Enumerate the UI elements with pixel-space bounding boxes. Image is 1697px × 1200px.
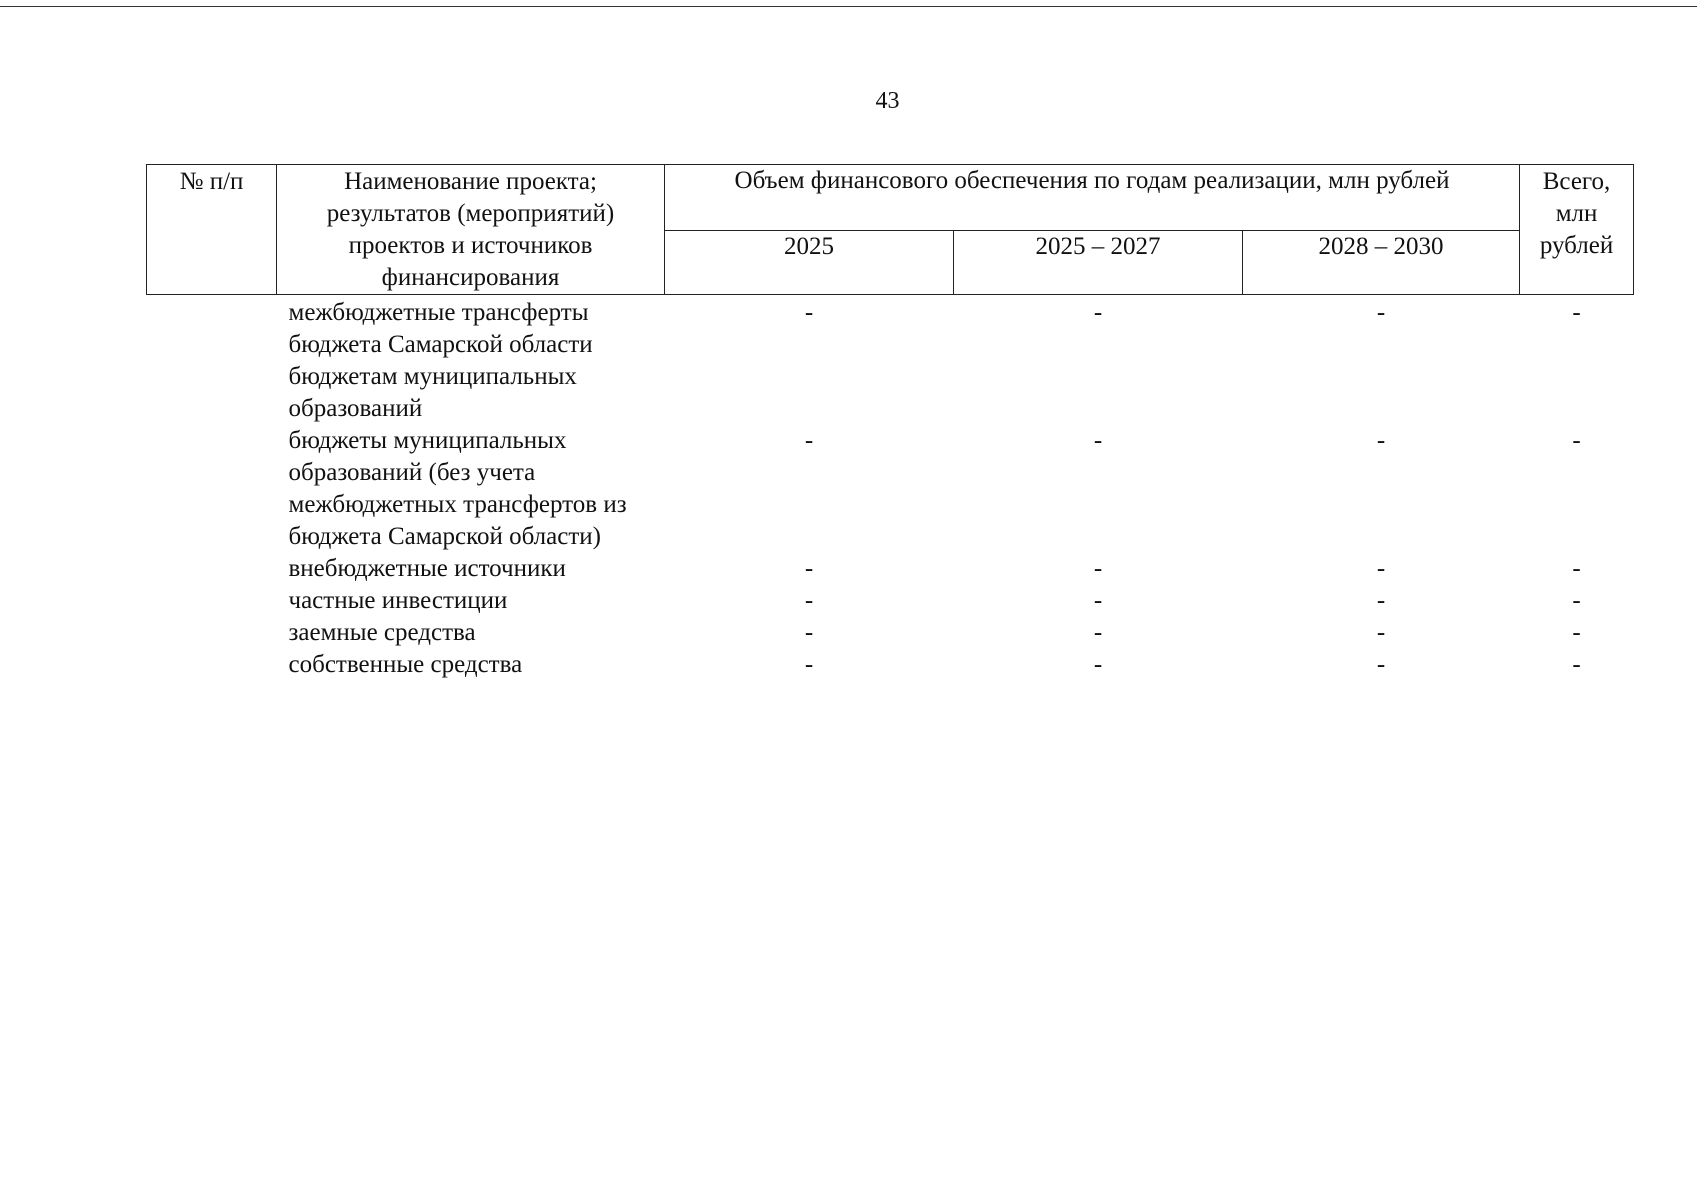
scan-top-border [0, 6, 1697, 7]
table-row [147, 585, 1634, 617]
row-funding-source: частные инвестиции [288, 587, 508, 614]
table-row [147, 295, 1634, 426]
table-row [147, 649, 1634, 681]
row-total: - [1572, 587, 1581, 614]
row-value-2025-2027: - [1093, 299, 1103, 326]
header-years-2025-2027: 2025 – 2027 [954, 231, 1243, 295]
row-value-2025: - [804, 299, 814, 326]
table-row [147, 617, 1634, 649]
row-value-2025-2027: - [1093, 555, 1103, 582]
header-number: № п/п [147, 165, 277, 295]
row-value-2028-2030: - [1376, 619, 1386, 646]
row-value-2025: - [804, 427, 814, 454]
table-header [147, 165, 1634, 295]
row-value-2025-2027: - [1093, 587, 1103, 614]
row-total: - [1572, 651, 1581, 678]
row-value-2025-2027: - [1093, 427, 1103, 454]
row-number [147, 617, 277, 649]
row-funding-source: внебюджетные источники [288, 555, 566, 582]
page-number: 43 [875, 88, 900, 114]
row-funding-source: бюджеты муниципальных образований (без учета межбюджетных трансфертов из бюджета Самарской области) [288, 427, 627, 550]
row-number [147, 553, 277, 585]
row-value-2028-2030: - [1376, 587, 1386, 614]
row-total: - [1572, 299, 1581, 326]
header-year-2025: 2025 [665, 231, 954, 295]
row-value-2028-2030: - [1376, 299, 1386, 326]
table-row [147, 553, 1634, 585]
header-total: Всего, млн рублей [1520, 165, 1634, 295]
row-value-2028-2030: - [1376, 651, 1386, 678]
row-value-2025: - [804, 651, 814, 678]
row-number [147, 585, 277, 617]
header-funding-by-years: Объем финансового обеспечения по годам реализации, млн рублей [665, 165, 1520, 231]
table-body [147, 295, 1634, 682]
row-funding-source: собственные средства [288, 651, 523, 678]
row-number [147, 295, 277, 426]
row-value-2028-2030: - [1376, 427, 1386, 454]
row-value-2025: - [804, 619, 814, 646]
row-value-2025-2027: - [1093, 619, 1103, 646]
row-total: - [1572, 619, 1581, 646]
row-value-2025: - [804, 555, 814, 582]
header-years-2028-2030: 2028 – 2030 [1243, 231, 1520, 295]
row-value-2025: - [804, 587, 814, 614]
row-number [147, 425, 277, 553]
header-project-name: Наименование проекта; результатов (мероприятий) проектов и источников финансирования [277, 165, 665, 295]
row-value-2025-2027: - [1093, 651, 1103, 678]
financing-table-container [146, 164, 1633, 681]
row-funding-source: заемные средства [288, 619, 476, 646]
row-total: - [1572, 555, 1581, 582]
table-row [147, 425, 1634, 553]
row-total: - [1572, 427, 1581, 454]
row-value-2028-2030: - [1376, 555, 1386, 582]
row-number [147, 649, 277, 681]
financing-table [146, 164, 1634, 681]
row-funding-source: межбюджетные трансферты бюджета Самарской области бюджетам муниципальных образований [288, 299, 593, 422]
